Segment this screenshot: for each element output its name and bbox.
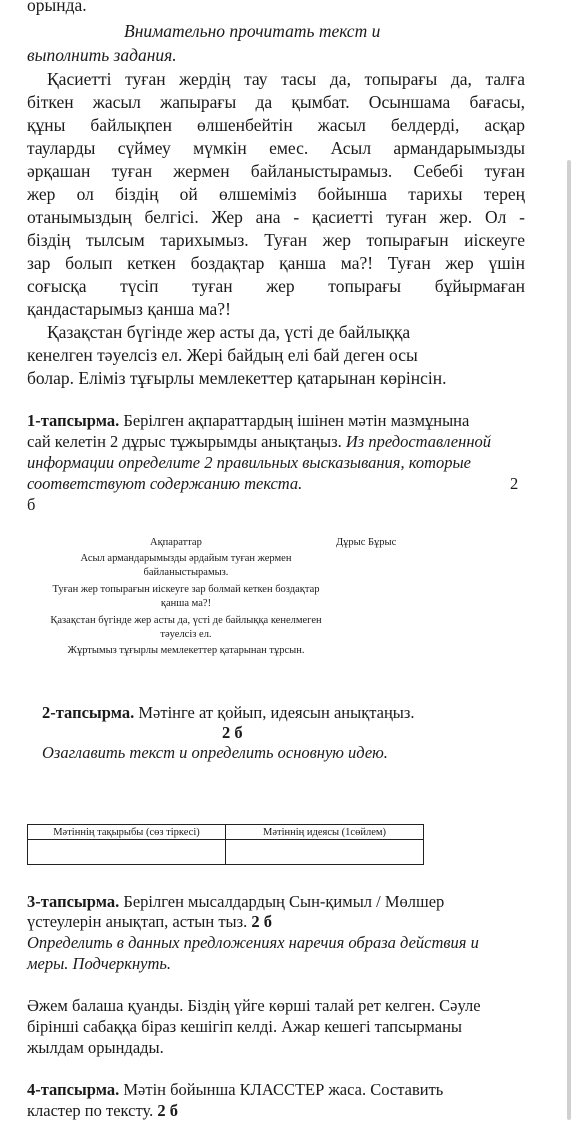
task-1-ru-line-1: Из предоставленной: [341, 432, 491, 451]
paragraph-1-line: қандастарымыз қанша ма?!: [27, 299, 231, 319]
task-1-points-num: 2: [510, 474, 519, 493]
example-line: жылдам орындады.: [27, 1038, 164, 1057]
example-line: Әжем балаша қуанды. Біздің үйге көрші талай рет келген. Сәуле: [27, 996, 481, 1015]
paragraph-1-line: біздің тылсым тарихымыз. Туған жер топырағын иіскеуге: [27, 230, 525, 250]
task-1-kz-line-1: Берілген ақпараттардың ішінен мәтін мазмұнына: [119, 411, 470, 430]
paragraph-1-line: жер ол біздің ой өлшеміміз бойынша тарихы терең: [27, 184, 525, 204]
task-2-ru: Озаглавить текст и определить основную идею.: [42, 743, 388, 762]
paragraph-1-line: зар болып кеткен боздақтар қанша ма?! Туған жер үшін: [27, 253, 525, 273]
paragraph-1-line: тауларды сүймеу мүмкін емес. Асыл армандарымызды: [27, 138, 525, 158]
task-4-ru: кластер по тексту.: [27, 1101, 154, 1120]
title-idea-table: [27, 824, 424, 865]
task-4-points: 2 б: [153, 1101, 178, 1120]
paragraph-2-line: кенелген тәуелсіз ел. Жері байдың елі бай деген осы: [27, 345, 418, 365]
task-1-ru-line-3: соответствуют содержанию текста.: [27, 474, 303, 493]
example-line: бірінші сабаққа біраз кешігіп келді. Ажар кешегі тапсырманы: [27, 1017, 462, 1036]
document-page: орында. Внимательно прочитать текст и выполнить задания. Қасиетті туған жердің тау тасы да, топырағы да, талға біткен жасыл жапырағы да қымбат. Осыншама бағасы, құны байлықпен өлшенбейтін жасыл белдерді, асқар тауларды сүймеу мүмкін емес. Асыл армандарымызды әрқашан туған жермен байланыстырамыз. Себебі туған жер ол біздің ой өлшеміміз бойынша тарихы терең отанымыздың белгісі. Жер ана - қасиетті туған жер. Ол - біздің тылсым тарихымыз. Туған жер топырағын иіскеуге зар болып кеткен боздақтар қанша ма?! Туған жер үшін соғысқа түсіп туған жер топырағы бұйырмаған қандастарымыз қанша ма?! Қазақстан бүгінде жер асты да, үсті де байлыққа кенелген тәуелсіз ел. Жері байдың елі бай деген осы болар. Еліміз тұғырлы мемлекеттер қатарынан көрінсін. 1-тапсырма. Берілген ақпараттардың ішінен мәтін мазмұнына сай келетін 2 дұрыс тұжырымды анықтаңыз. Из предоставленной информации определите 2 правильных высказывания, которые соответствуют содержанию текста. 2 б Ақпараттар Дұрыс Бұрыс Асыл армандарымызды әрдайым туған жермен байланыстырамыз. Туған жер топырағын иіскеуге зар болмай кеткен боздақтар қанша ма?! Қазақстан бүгінде жер асты да, үсті де байлыққа кенелмеген тәуелсіз ел. Жұртымыз тұғырлы мемлекеттер қатарынан тұрсын. 2-тапсырма. Мәтінге ат қойып, идеясын анықтаңыз. 2 б Озаглавить текст и определить основную идею. Мәтіннің тақырыбы (сөз тіркесі) Мәтіннің идеясы (1сөйлем) 3-тапсырма. Берілген мысалдардың Сын-қимыл / Мөлшер үстеулерін анықтап, астын тыз. 2 б Определить в данных предложениях наречия образа действия и меры. Подчеркнуть. Әжем балаша қуанды. Біздің үйге көрші талай рет келген. Сәуле бірінші сабаққа біраз кешігіп келді. Ажар кешегі тапсырманы жылдам орындады. 4-тапсырма. Мәтін бойынша КЛАССТЕР жаса. Составить кластер по тексту. 2 б: [0, 0, 575, 1125]
paragraph-1-line: отанымыздың белгісі. Жер ана - қасиетті туған жер. Ол -: [27, 207, 525, 227]
task-2-title: 2-тапсырма.: [42, 703, 135, 722]
paragraph-1-line: құны байлықпен өлшенбейтін жасыл белдерді, асқар: [27, 115, 525, 135]
task-3-kz-line-2: үстеулерін анықтап, астын тыз.: [27, 912, 248, 931]
instruction-line-1: Внимательно прочитать текст и: [124, 21, 381, 41]
task-1-title: 1-тапсырма.: [27, 411, 120, 430]
table-header-true-false: Дұрыс Бұрыс: [336, 537, 397, 548]
task-4-title: 4-тапсырма.: [27, 1080, 120, 1099]
task-1-kz-line-2: сай келетін 2 дұрыс тұжырымды анықтаңыз.: [27, 432, 342, 451]
task-3-ru-line-2: меры. Подчеркнуть.: [27, 954, 172, 973]
task-1-points-unit: б: [27, 495, 36, 514]
task-3-ru-line-1: Определить в данных предложениях наречия образа действия и: [27, 933, 479, 952]
task-1-ru-line-2: информации определите 2 правильных высказывания, которые: [27, 453, 471, 472]
table-col-idea: Мәтіннің идеясы (1сөйлем): [226, 825, 424, 840]
task-3-points: 2 б: [247, 912, 273, 931]
table-header-info: Ақпараттар: [150, 537, 202, 548]
title-answer-cell[interactable]: [28, 840, 226, 865]
top-fragment: орында.: [27, 0, 87, 15]
idea-answer-cell[interactable]: [226, 840, 424, 865]
table-col-title: Мәтіннің тақырыбы (сөз тіркесі): [28, 825, 226, 840]
task-4-kz: Мәтін бойынша КЛАССТЕР жаса. Составить: [119, 1080, 444, 1099]
paragraph-1-line: әрқашан туған жермен байланыстырамыз. Себебі туған: [27, 161, 525, 181]
paragraph-1-line: Қасиетті туған жердің тау тасы да, топырағы да, талға: [47, 69, 525, 89]
paragraph-2-line: Қазақстан бүгінде жер асты да, үсті де байлыққа: [47, 322, 411, 342]
task-2-points: 2 б: [222, 723, 243, 742]
paragraph-2-line: болар. Еліміз тұғырлы мемлекеттер қатарынан көрінсін.: [27, 368, 447, 388]
scrollbar[interactable]: [567, 160, 571, 1120]
paragraph-1-line: соғысқа түсіп туған жер топырағы бұйырмаған: [27, 276, 525, 296]
task-3-title: 3-тапсырма.: [27, 892, 120, 911]
instruction-line-2: выполнить задания.: [27, 45, 177, 65]
task-2-kz: Мәтінге ат қойып, идеясын анықтаңыз.: [134, 703, 415, 722]
task-3-kz-line-1: Берілген мысалдардың Сын-қимыл / Мөлшер: [119, 892, 445, 911]
paragraph-1-line: біткен жасыл жапырағы да қымбат. Осыншама бағасы,: [27, 92, 525, 112]
